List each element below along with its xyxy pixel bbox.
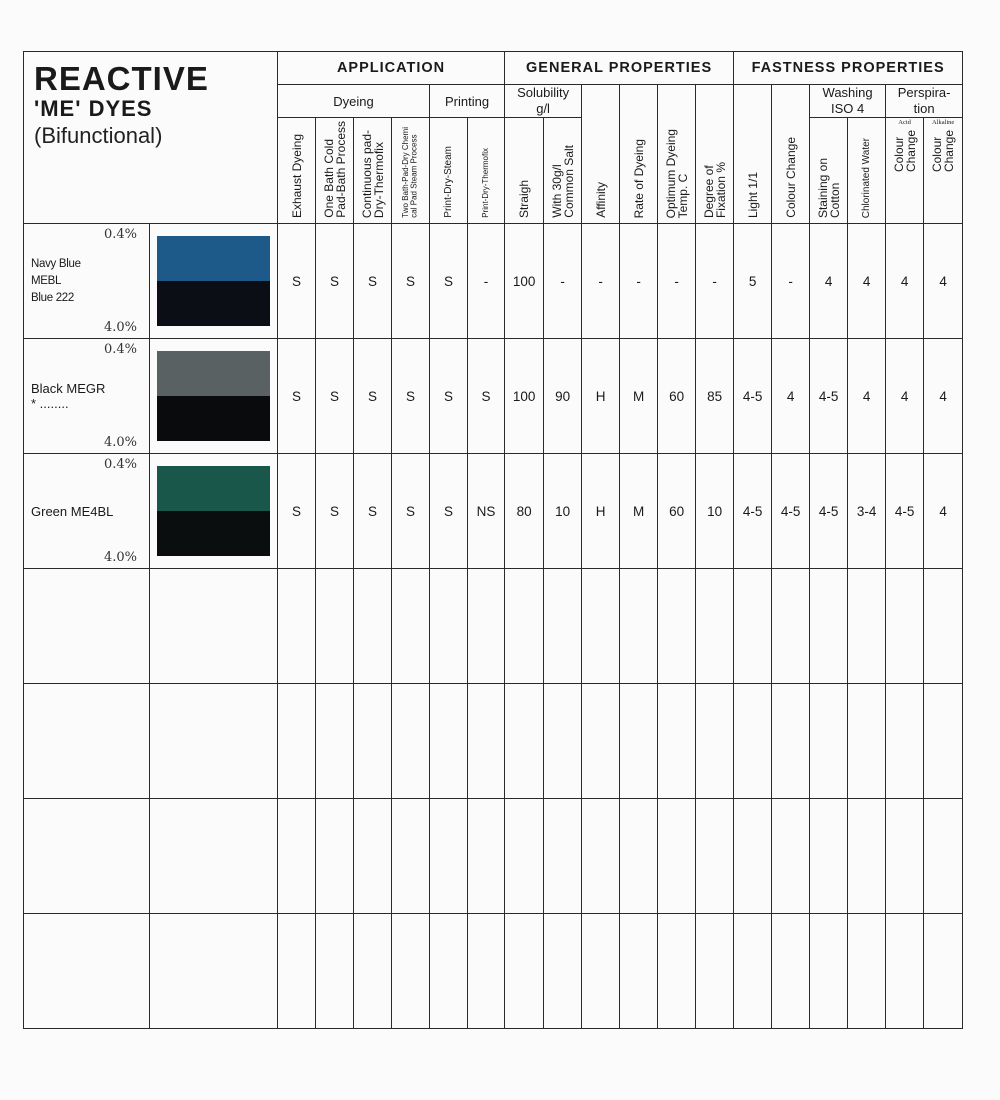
col-label: Light 1/1 [745, 171, 760, 218]
dye-row [24, 224, 963, 339]
empty-cell [772, 569, 810, 684]
col-label: Degree of Fixation % [701, 161, 728, 218]
value-chlorinated: 3-4 [848, 454, 886, 569]
value-print_steam: S [430, 454, 468, 569]
pct-low: 0.4% [103, 227, 137, 242]
col-acid [886, 118, 924, 224]
empty-cell [278, 569, 316, 684]
empty-cell [658, 569, 696, 684]
empty-cell [354, 914, 392, 1029]
empty-cell [886, 684, 924, 799]
empty-cell [150, 569, 278, 684]
empty-cell [544, 684, 582, 799]
swatch-cell [150, 454, 278, 569]
empty-cell [468, 914, 505, 1029]
value-one_bath: S [316, 339, 354, 454]
empty-cell [886, 569, 924, 684]
value-alkaline: 4 [924, 454, 963, 569]
empty-row [24, 684, 963, 799]
empty-cell [582, 914, 620, 1029]
empty-cell [150, 914, 278, 1029]
empty-cell [772, 914, 810, 1029]
value-exhaust: S [278, 224, 316, 339]
empty-cell [696, 799, 734, 914]
value-rate: M [620, 454, 658, 569]
dye-name: Black MEGR * ........ [31, 381, 106, 411]
col-alkaline [924, 118, 963, 224]
value-colour_change: 4 [772, 339, 810, 454]
group-general-properties: GENERAL PROPERTIES [505, 52, 734, 85]
empty-cell [544, 799, 582, 914]
empty-cell [696, 684, 734, 799]
col-one-bath [316, 118, 354, 224]
empty-cell [150, 684, 278, 799]
empty-cell [772, 799, 810, 914]
empty-cell [734, 799, 772, 914]
value-one_bath: S [316, 454, 354, 569]
empty-cell [316, 799, 354, 914]
value-fixation: 85 [696, 339, 734, 454]
dye-properties-table [23, 51, 963, 1029]
value-light: 4-5 [734, 339, 772, 454]
value-one_bath: S [316, 224, 354, 339]
empty-cell [696, 914, 734, 1029]
col-label: Print-Dry-Thermofix [480, 148, 490, 218]
empty-cell [354, 569, 392, 684]
empty-cell [734, 914, 772, 1029]
empty-cell [24, 914, 150, 1029]
value-affinity: H [582, 339, 620, 454]
pct-low: 0.4% [103, 342, 137, 357]
group-fastness-properties: FASTNESS PROPERTIES [734, 52, 963, 85]
title-line-2: 'ME' DYES [34, 96, 153, 121]
dye-name-cell [24, 454, 150, 569]
col-two-bath [392, 118, 430, 224]
col-label: Continuous pad- Dry-Thermofix [359, 129, 386, 218]
dye-name-cell [24, 339, 150, 454]
empty-cell [924, 799, 963, 914]
empty-cell [468, 799, 505, 914]
dye-name-cell [24, 224, 150, 339]
empty-cell [810, 569, 848, 684]
value-staining_cotton: 4-5 [810, 339, 848, 454]
value-colour_change: 4-5 [772, 454, 810, 569]
dye-properties-sheet [23, 51, 960, 1030]
col-staining-cotton [810, 118, 848, 224]
empty-cell [430, 799, 468, 914]
pct-high: 4.0% [103, 435, 137, 450]
empty-cell [924, 569, 963, 684]
sheet-title [24, 52, 278, 224]
empty-cell [316, 569, 354, 684]
empty-row [24, 914, 963, 1029]
empty-cell [544, 914, 582, 1029]
value-straight: 100 [505, 224, 544, 339]
subgroup-washing: Washing ISO 4 [810, 85, 886, 118]
value-print_thermofix: NS [468, 454, 505, 569]
col-label: Two Bath-Pad-Dry Chemi cal Pad Steam Process [401, 127, 419, 218]
empty-cell [848, 799, 886, 914]
empty-cell [316, 684, 354, 799]
col-colour-change [772, 85, 810, 224]
subgroup-printing: Printing [430, 85, 505, 118]
value-continuous: S [354, 224, 392, 339]
value-exhaust: S [278, 454, 316, 569]
empty-cell [505, 684, 544, 799]
col-label: Straigh [517, 179, 532, 218]
col-label: Print-Dry-Steam [443, 146, 455, 218]
empty-cell [354, 684, 392, 799]
empty-cell [772, 684, 810, 799]
value-print_steam: S [430, 224, 468, 339]
empty-cell [620, 684, 658, 799]
value-light: 4-5 [734, 454, 772, 569]
empty-cell [696, 569, 734, 684]
subgroup-perspiration: Perspira- tion [886, 85, 963, 118]
empty-cell [392, 569, 430, 684]
empty-cell [582, 569, 620, 684]
color-swatch [157, 466, 270, 556]
value-acid: 4-5 [886, 454, 924, 569]
col-label: Rate of Dyeing [631, 138, 646, 218]
value-two_bath: S [392, 454, 430, 569]
dye-name: Navy Blue MEBL Blue 222 [31, 257, 81, 304]
col-top-label: Acid [898, 119, 911, 126]
empty-cell [658, 799, 696, 914]
empty-row [24, 569, 963, 684]
col-continuous [354, 118, 392, 224]
empty-cell [430, 684, 468, 799]
empty-cell [150, 799, 278, 914]
title-line-3: (Bifunctional) [34, 123, 163, 148]
empty-cell [24, 799, 150, 914]
value-optimum_temp: 60 [658, 454, 696, 569]
empty-cell [278, 684, 316, 799]
empty-cell [278, 914, 316, 1029]
empty-cell [354, 799, 392, 914]
value-optimum_temp: 60 [658, 339, 696, 454]
value-alkaline: 4 [924, 224, 963, 339]
value-affinity: - [582, 224, 620, 339]
value-colour_change: - [772, 224, 810, 339]
value-optimum_temp: - [658, 224, 696, 339]
value-staining_cotton: 4-5 [810, 454, 848, 569]
group-application: APPLICATION [278, 52, 505, 85]
col-affinity [582, 85, 620, 224]
swatch-cell [150, 224, 278, 339]
empty-cell [24, 569, 150, 684]
empty-cell [886, 914, 924, 1029]
value-print_thermofix: - [468, 224, 505, 339]
value-two_bath: S [392, 339, 430, 454]
col-label: Affinity [593, 182, 608, 218]
value-fixation: 10 [696, 454, 734, 569]
value-staining_cotton: 4 [810, 224, 848, 339]
col-label: Optimum Dyeing Temp. C [663, 128, 690, 218]
value-alkaline: 4 [924, 339, 963, 454]
empty-cell [848, 684, 886, 799]
value-acid: 4 [886, 224, 924, 339]
empty-cell [430, 914, 468, 1029]
value-print_thermofix: S [468, 339, 505, 454]
empty-cell [810, 799, 848, 914]
empty-cell [620, 569, 658, 684]
value-exhaust: S [278, 339, 316, 454]
empty-cell [810, 914, 848, 1029]
value-rate: M [620, 339, 658, 454]
value-straight: 100 [505, 339, 544, 454]
value-fixation: - [696, 224, 734, 339]
dye-row [24, 339, 963, 454]
empty-cell [468, 684, 505, 799]
empty-cell [924, 684, 963, 799]
color-swatch [157, 351, 270, 441]
empty-cell [505, 914, 544, 1029]
empty-cell [620, 799, 658, 914]
col-label: Chlorinated Water [861, 137, 873, 218]
col-print-thermofix [468, 118, 505, 224]
value-with_salt: 90 [544, 339, 582, 454]
value-continuous: S [354, 339, 392, 454]
subgroup-solubility: Solubility g/l [505, 85, 582, 118]
title-line-1: REACTIVE [34, 60, 209, 97]
value-straight: 80 [505, 454, 544, 569]
col-label: Colour Change [783, 137, 798, 218]
empty-cell [848, 569, 886, 684]
empty-cell [924, 914, 963, 1029]
empty-cell [392, 914, 430, 1029]
empty-cell [392, 684, 430, 799]
col-label: One Bath Cold Pad-Bath Process [321, 121, 348, 218]
col-label: With 30g/l Common Salt [549, 145, 576, 218]
col-fixation [696, 85, 734, 224]
empty-cell [810, 684, 848, 799]
col-light [734, 85, 772, 224]
empty-cell [505, 799, 544, 914]
value-with_salt: 10 [544, 454, 582, 569]
value-with_salt: - [544, 224, 582, 339]
col-top-label: Alkaline [931, 119, 955, 126]
empty-cell [430, 569, 468, 684]
col-with-salt [544, 118, 582, 224]
col-label: Colour Change [891, 130, 918, 173]
empty-cell [544, 569, 582, 684]
value-affinity: H [582, 454, 620, 569]
col-exhaust [278, 118, 316, 224]
value-continuous: S [354, 454, 392, 569]
empty-cell [734, 569, 772, 684]
value-light: 5 [734, 224, 772, 339]
pct-high: 4.0% [103, 320, 137, 335]
empty-cell [848, 914, 886, 1029]
swatch-cell [150, 339, 278, 454]
value-two_bath: S [392, 224, 430, 339]
value-rate: - [620, 224, 658, 339]
empty-cell [582, 799, 620, 914]
empty-cell [392, 799, 430, 914]
empty-cell [620, 914, 658, 1029]
col-optimum-temp [658, 85, 696, 224]
col-rate [620, 85, 658, 224]
empty-cell [278, 799, 316, 914]
empty-cell [505, 569, 544, 684]
col-label: Exhaust Dyeing [289, 133, 304, 218]
col-chlorinated [848, 118, 886, 224]
col-label: Staining on Cotton [815, 157, 842, 218]
pct-high: 4.0% [103, 550, 137, 565]
empty-row [24, 799, 963, 914]
empty-cell [658, 914, 696, 1029]
value-print_steam: S [430, 339, 468, 454]
col-print-steam [430, 118, 468, 224]
empty-cell [658, 684, 696, 799]
empty-cell [316, 914, 354, 1029]
value-chlorinated: 4 [848, 224, 886, 339]
dye-name: Green ME4BL [31, 503, 114, 519]
empty-cell [24, 684, 150, 799]
col-straight [505, 118, 544, 224]
value-chlorinated: 4 [848, 339, 886, 454]
subgroup-dyeing: Dyeing [278, 85, 430, 118]
empty-cell [734, 684, 772, 799]
pct-low: 0.4% [103, 457, 137, 472]
dye-row [24, 454, 963, 569]
empty-cell [582, 684, 620, 799]
value-acid: 4 [886, 339, 924, 454]
color-swatch [157, 236, 270, 326]
empty-cell [468, 569, 505, 684]
empty-cell [886, 799, 924, 914]
col-label: Colour Change [930, 130, 957, 173]
